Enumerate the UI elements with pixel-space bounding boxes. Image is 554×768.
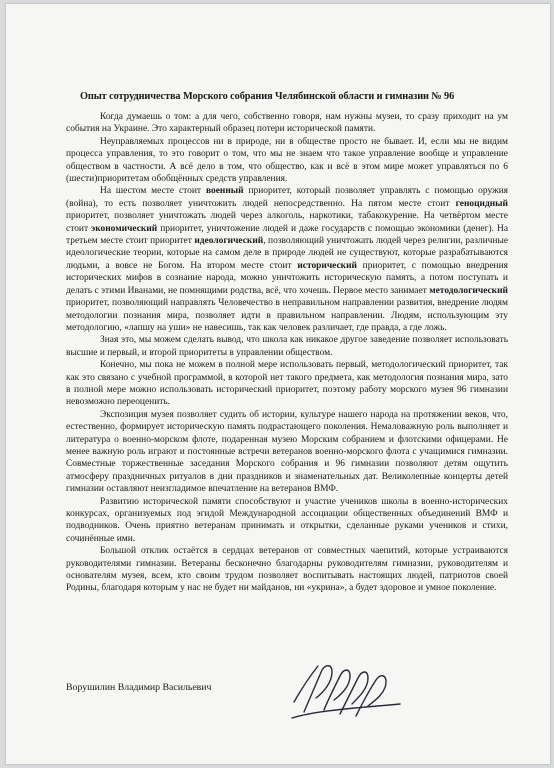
paragraph [66, 359, 508, 409]
text-run: приоритет, позволяет уничтожать людей через алкоголь, наркотики, табакокурение. На четвёртом месте стоит [66, 211, 508, 234]
bold-term: идеологический [194, 236, 264, 247]
text-run: приоритет, с помощью внедрения исторических мифов в сознание народа, можно уничтожить историческую память, а потом поступать и делать с этими Иванами, не помнящими родства, всё, что хочешь. Первое место занимает [66, 260, 508, 296]
paragraph [66, 409, 508, 496]
text-run: Неуправляемых процессов ни в природе, ни в обществе просто не бывает. И, если мы не видим процесса управления, то это говорит о том, что мы не знаем что такое управление вообще и управление обществом в частности. А всё дело в том, что общество, как и всё в этом мире может управляться по 6 (шести)приоритетам обобщённых средств управления. [66, 136, 508, 185]
bold-term: военный [205, 186, 244, 197]
text-run: приоритет, позволяющий направлять Человечество в неправильном направлении развития, внедрение людям методологии познания мира, позволяет идти в правильном направлении. Людям, использующим эту методологию, «лапшу на уши» не навесишь, так как человек различает, где правда, а где ложь. [66, 298, 508, 333]
signature-name: Ворушилин Владимир Васильевич [66, 682, 212, 693]
text-run: Развитию исторической памяти способствуют и участие учеников школы в военно-исторических конкурсах, организуемых под эгидой Международной ассоциации общественных объединений ВМФ и подводников. Очень приятно ветеранам принимать и открытки, сделанные руками учеников и стихи, сочинённые ими. [66, 496, 508, 544]
text-run: На шестом месте стоит [100, 186, 206, 197]
text-run: приоритет, уничтожение людей и даже государств с помощью экономики (денег). На третьем месте стоит приоритет [66, 223, 509, 247]
paragraph [66, 496, 508, 546]
text-run: Когда думаешь о том: а для чего, собственно говоря, нам нужны музеи, то сразу приходит на ум события на Украине. Это характерный образец потери исторической памяти. [66, 112, 508, 135]
signature-block [66, 676, 508, 716]
text-run: Конечно, мы пока не можем в полной мере использовать первый, методологический приоритет, так как это связано с учебной программой, в которой нет такого предмета, как методология познания мира, зато в полной мере можно использовать исторический приоритет, поэтому работу морского музея 96 гимназии невозможно переоценить. [66, 360, 508, 408]
bold-term: экономический [91, 223, 158, 234]
bold-term: исторический [297, 260, 357, 271]
handwritten-signature [288, 658, 406, 722]
text-run: приоритет, который позволяет управлять с помощью оружия (война), то есть позволяет уничтожить людей непосредственно. На пятом месте стоит [66, 186, 508, 209]
paragraph [66, 545, 508, 595]
document-page [6, 4, 550, 764]
text-run: Экспозиция музея позволяет судить об истории, культуре нашего народа на протяжении веков, что, естественно, формирует историческую память подрастающего поколения. Немаловажную роль выполняет и литература о военно-морском флоте, подаренная музею Морским собранием и флотскими офицерами. Не менее важную роль играют и постоянные встречи ветеранов военно-морского флота с учащимися гимназии. Совместные торжественные заседания Морского собрания и 96 гимназии позволяют детям ощутить атмосферу праздничных ритуалов в дни праздников и знаменательных дат. Великолепные концерты детей гимназии оставляют неизгладимое впечатление на ветеранов ВМФ. [66, 409, 508, 495]
text-run: Большой отклик остаётся в сердцах ветеранов от совместных чаепитий, которые устраиваются руководителями гимназии. Ветераны бесконечно благодарны руководителям гимназии, руководителям и основателям музея, всем, кто своим трудом позволяет воспитывать настоящих людей, патриотов своей Родины, благодаря которым у нас не будет ни майданов, ни «укрина», а будет здоровое и умное поколение. [66, 546, 508, 594]
document-body [66, 111, 508, 595]
paragraph [66, 185, 508, 334]
document-title: Опыт сотрудничества Морского собрания Челябинской области и гимназии № 96 [80, 91, 455, 102]
text-run: , позволяющий уничтожать людей через религии, различные идеологические теории, которые на самом деле в природе людей не существуют, которые разрабатываются людьми, а вовсе не Богом. На втором месте стоит [66, 236, 509, 271]
document-content [66, 90, 508, 595]
paragraph [66, 111, 508, 136]
paragraph [66, 136, 508, 186]
bold-term: методологический [429, 285, 508, 296]
bold-term: геноцидный [455, 198, 508, 209]
paragraph [66, 334, 508, 359]
text-run: Зная это, мы можем сделать вывод, что школа как никакое другое заведение позволяет использовать высшие и первый, и второй приоритеты в управлении обществом. [66, 335, 508, 358]
